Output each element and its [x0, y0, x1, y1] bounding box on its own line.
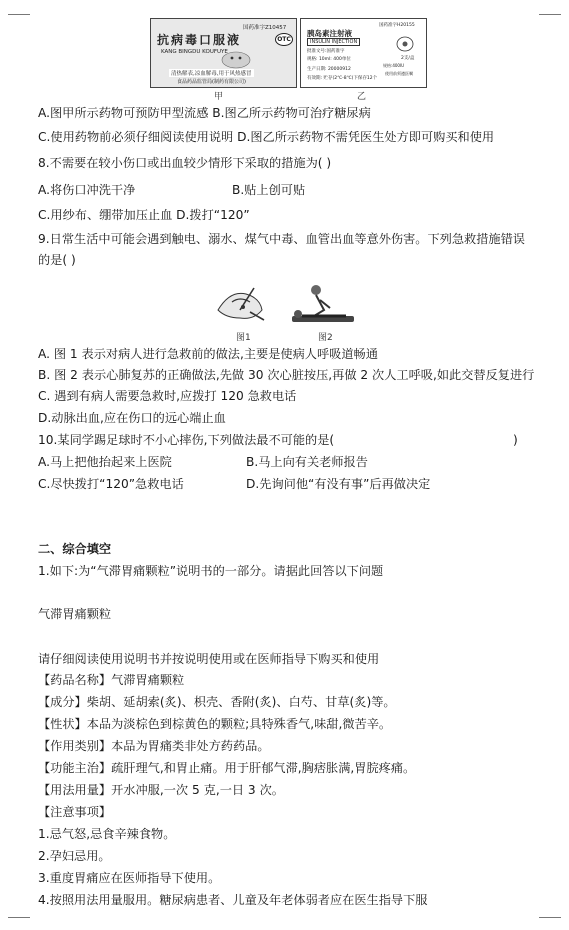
jia-pinyin: KANG BINGDU KOUFUYE [161, 49, 228, 55]
q8-option-cd: C.用纱布、绷带加压止血 D.拨打“120” [38, 208, 250, 222]
q10-option-a: A.马上把他抬起来上医院 [38, 455, 172, 469]
q8-option-a: A.将伤口冲洗干净 [38, 183, 136, 197]
jia-company: 食品药品监管局(制药有限公司) [177, 79, 246, 85]
q9-figure-1-caption: 图1 [236, 333, 251, 343]
instruction-line-7: 【注意事项】 [38, 805, 112, 819]
q7-option-ab: A.图甲所示药物可预防甲型流感 B.图乙所示药物可治疗糖尿病 [38, 106, 371, 120]
q9-stem-line2: 的是( ) [38, 253, 76, 267]
section-2-q1-intro: 1.如下:为“气滞胃痛颗粒”说明书的一部分。请据此回答以下问题 [38, 564, 384, 578]
q8-option-b: B.贴上创可贴 [232, 183, 306, 197]
instruction-line-9: 2.孕妇忌用。 [38, 849, 111, 863]
instruction-line-10: 3.重度胃痛应在医师指导下使用。 [38, 871, 221, 885]
q10-stem-close: ) [513, 433, 518, 447]
yi-row-2: 规格: 10ml: 400单位 [307, 57, 351, 62]
yi-seal-text: 使用前须遵医嘱 [385, 71, 413, 76]
yi-seal-icon [395, 35, 415, 53]
instruction-line-4: 【作用类别】本品为胃痛类非处方药药品。 [38, 739, 270, 753]
q9-option-b: B. 图 2 表示心肺复苏的正确做法,先做 30 次心脏按压,再做 2 次人工呼吸,如此交替反复进行 [38, 368, 535, 382]
jia-title: 抗病毒口服液 [157, 33, 242, 47]
q8-stem: 8.不需要在较小伤口或出血较少情形下采取的措施为( ) [38, 156, 332, 170]
q10-option-d: D.先询问他“有没有事”后再做决定 [246, 477, 431, 491]
instruction-line-1: 【药品名称】气滞胃痛颗粒 [38, 673, 185, 687]
q9-stem-line1: 9.日常生活中可能会遇到触电、溺水、煤气中毒、血管出血等意外伤害。下列急救措施错误 [38, 232, 525, 246]
yi-title-en: INSULIN INJECTION [307, 38, 360, 46]
drug-name-title: 气滞胃痛颗粒 [38, 607, 112, 621]
caption-yi: 乙 [357, 92, 367, 102]
q7-option-cd: C.使用药物前必须仔细阅读使用说明 D.图乙所示药物不需凭医生处方即可购买和使用 [38, 130, 495, 144]
yi-approval: 国药准字H20155 [379, 23, 415, 28]
yi-title: 胰岛素注射液 [307, 29, 352, 38]
yi-row-3: 生产日期: 20000912 [307, 67, 351, 72]
yi-row-4: 有效期: 贮存(2℃-8℃)下保存12个 [307, 76, 378, 81]
crop-mark-bottom-right [539, 917, 561, 918]
crop-mark-top-right [539, 14, 561, 15]
q10-stem: 10.某同学踢足球时不小心摔伤,下列做法最不可能的是( [38, 433, 335, 447]
q10-option-b: B.马上向有关老师报告 [246, 455, 368, 469]
drug-box-jia [150, 18, 297, 88]
section-2-heading: 二、综合填空 [38, 542, 112, 556]
drug-box-yi [300, 18, 427, 88]
crop-mark-bottom-left [8, 917, 30, 918]
q9-figure-2-cpr [286, 282, 358, 328]
jia-cartoon-illustration [211, 49, 261, 69]
jia-indication: 清热解表,凉血解毒,用于风热感冒 [171, 71, 252, 77]
caption-jia: 甲 [214, 92, 224, 102]
instruction-line-3: 【性状】本品为淡棕色到棕黄色的颗粒;具特殊香气,味甜,微苦辛。 [38, 717, 392, 731]
yi-row-1: 批准文号:国药准字 [307, 49, 345, 54]
instruction-line-6: 【用法用量】开水冲服,一次 5 克,一日 3 次。 [38, 783, 284, 797]
q9-figure-2-caption: 图2 [318, 333, 333, 343]
jia-otc-badge: OTC [275, 33, 293, 46]
q10-option-c: C.尽快拨打“120”急救电话 [38, 477, 184, 491]
q9-figure-1-head-tilt [210, 280, 270, 328]
instruction-line-2: 【成分】柴胡、延胡索(炙)、枳壳、香附(炙)、白芍、甘草(炙)等。 [38, 695, 396, 709]
instruction-line-5: 【功能主治】疏肝理气,和胃止痛。用于肝郁气滞,胸痞胀满,胃脘疼痛。 [38, 761, 416, 775]
q9-option-c: C. 遇到有病人需要急救时,应拨打 120 急救电话 [38, 389, 297, 403]
q9-option-d: D.动脉出血,应在伤口的远心端止血 [38, 411, 226, 425]
instruction-line-8: 1.忌气怒,忌食辛辣食物。 [38, 827, 176, 841]
yi-spec: 规格:400IU [383, 63, 405, 68]
instruction-line-11: 4.按照用法用量服用。糖尿病患者、儿童及年老体弱者应在医生指导下服 [38, 893, 428, 907]
crop-mark-top-left [8, 14, 30, 15]
usage-reminder: 请仔细阅读使用说明书并按说明使用或在医师指导下购买和使用 [38, 652, 380, 666]
jia-approval: 国药准字Z10457 [243, 25, 287, 31]
q9-option-a: A. 图 1 表示对病人进行急救前的做法,主要是使病人呼吸道畅通 [38, 347, 378, 361]
yi-side-label: 2支/盒 [401, 56, 415, 61]
